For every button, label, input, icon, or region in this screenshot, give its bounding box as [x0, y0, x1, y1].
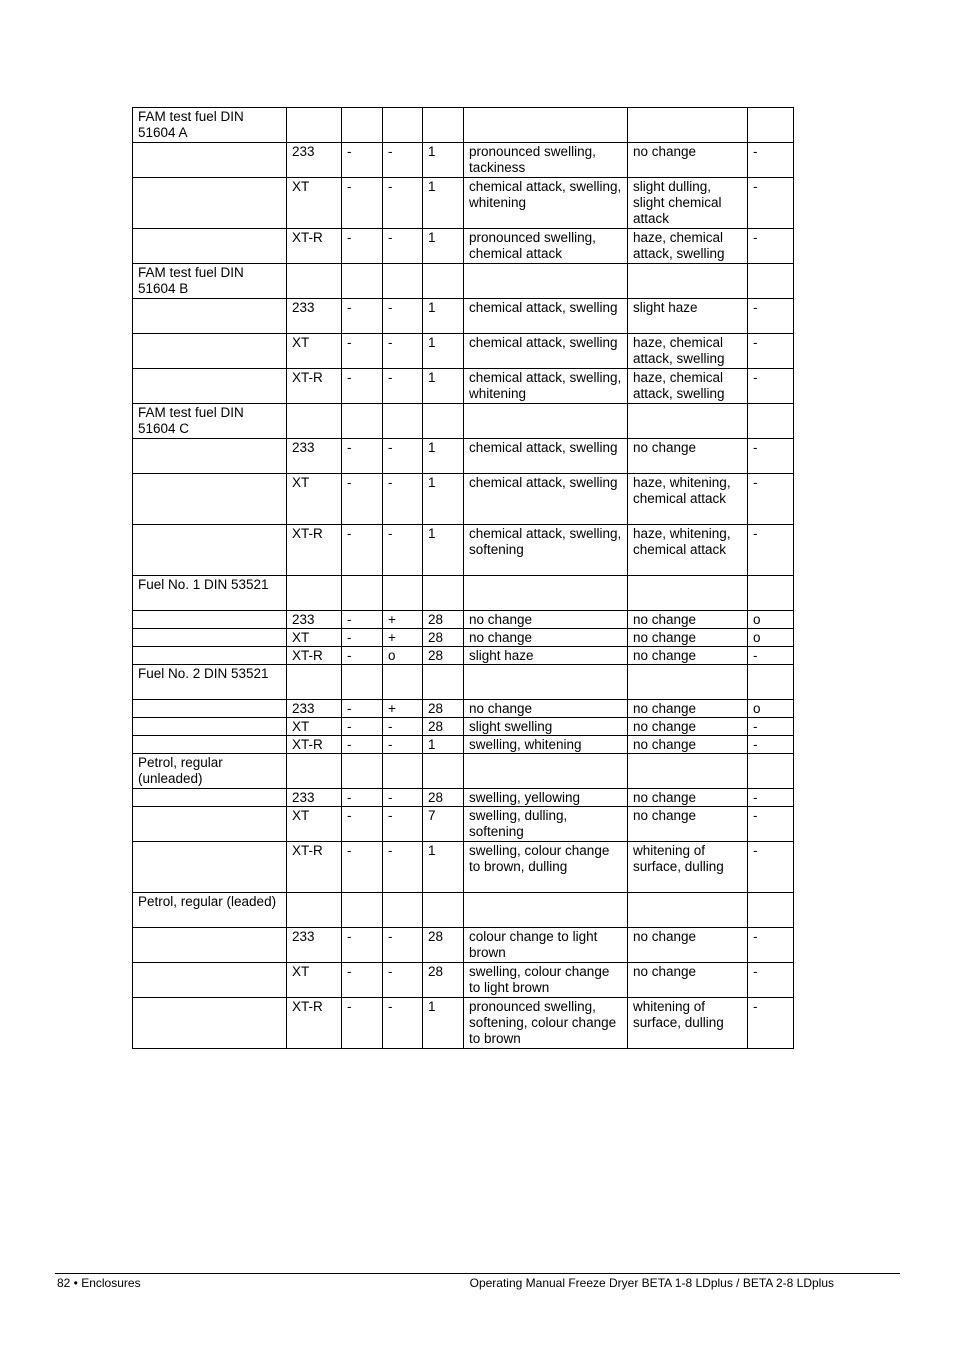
- cell-rating: -: [748, 229, 794, 264]
- cell-col-b: -: [383, 789, 423, 807]
- cell-effect-b: no change: [628, 647, 748, 665]
- cell-rating: -: [748, 299, 794, 334]
- table-row: [133, 611, 794, 629]
- cell-col-a: -: [342, 789, 383, 807]
- cell-effect-a: swelling, colour change to light brown: [464, 963, 628, 998]
- cell-col-b: [383, 108, 423, 143]
- cell-rating: o: [748, 700, 794, 718]
- cell-days: 1: [423, 842, 464, 893]
- cell-material: [287, 404, 342, 439]
- cell-days: 1: [423, 334, 464, 369]
- cell-effect-b: whitening of surface, dulling: [628, 998, 748, 1049]
- cell-col-a: [342, 665, 383, 700]
- cell-rating: -: [748, 178, 794, 229]
- cell-col-a: -: [342, 178, 383, 229]
- cell-col-a: -: [342, 647, 383, 665]
- cell-rating: -: [748, 525, 794, 576]
- cell-medium: [133, 629, 287, 647]
- cell-material: XT: [287, 807, 342, 842]
- cell-medium: [133, 299, 287, 334]
- cell-days: 1: [423, 474, 464, 525]
- cell-effect-b: no change: [628, 928, 748, 963]
- cell-effect-b: no change: [628, 807, 748, 842]
- cell-col-b: +: [383, 700, 423, 718]
- cell-days: 28: [423, 647, 464, 665]
- table-row: [133, 736, 794, 754]
- cell-effect-a: colour change to light brown: [464, 928, 628, 963]
- cell-col-b: [383, 404, 423, 439]
- table-row: [133, 963, 794, 998]
- cell-col-b: -: [383, 299, 423, 334]
- cell-days: 1: [423, 229, 464, 264]
- cell-col-a: -: [342, 369, 383, 404]
- cell-col-b: -: [383, 963, 423, 998]
- cell-col-a: -: [342, 525, 383, 576]
- table-row: [133, 369, 794, 404]
- cell-material: XT: [287, 718, 342, 736]
- cell-col-b: -: [383, 369, 423, 404]
- table-row: [133, 143, 794, 178]
- cell-material: XT-R: [287, 647, 342, 665]
- cell-days: 1: [423, 143, 464, 178]
- cell-col-a: -: [342, 334, 383, 369]
- cell-material: 233: [287, 700, 342, 718]
- cell-medium: [133, 700, 287, 718]
- cell-rating: o: [748, 629, 794, 647]
- cell-medium: [133, 807, 287, 842]
- cell-col-a: -: [342, 807, 383, 842]
- cell-effect-b: slight dulling, slight chemical attack: [628, 178, 748, 229]
- cell-material: [287, 108, 342, 143]
- cell-col-b: -: [383, 525, 423, 576]
- cell-col-a: -: [342, 474, 383, 525]
- cell-effect-a: chemical attack, swelling: [464, 299, 628, 334]
- cell-days: [423, 754, 464, 789]
- table-row: [133, 718, 794, 736]
- cell-effect-a: swelling, whitening: [464, 736, 628, 754]
- cell-effect-b: no change: [628, 718, 748, 736]
- cell-col-b: +: [383, 629, 423, 647]
- cell-rating: -: [748, 963, 794, 998]
- cell-rating: [748, 665, 794, 700]
- cell-effect-b: slight haze: [628, 299, 748, 334]
- cell-medium: [133, 842, 287, 893]
- table-row-medium: [133, 404, 794, 439]
- cell-days: 28: [423, 963, 464, 998]
- cell-days: 1: [423, 998, 464, 1049]
- cell-effect-b: no change: [628, 736, 748, 754]
- cell-effect-a: [464, 576, 628, 611]
- cell-days: 7: [423, 807, 464, 842]
- table-row: [133, 299, 794, 334]
- cell-effect-b: [628, 108, 748, 143]
- cell-effect-b: [628, 754, 748, 789]
- cell-effect-a: no change: [464, 629, 628, 647]
- cell-medium: FAM test fuel DIN 51604 A: [133, 108, 287, 143]
- cell-medium: [133, 963, 287, 998]
- cell-col-a: -: [342, 299, 383, 334]
- cell-medium: [133, 178, 287, 229]
- cell-col-a: [342, 576, 383, 611]
- cell-col-b: [383, 264, 423, 299]
- cell-material: XT: [287, 178, 342, 229]
- cell-rating: -: [748, 736, 794, 754]
- cell-effect-a: slight haze: [464, 647, 628, 665]
- cell-rating: -: [748, 143, 794, 178]
- cell-material: 233: [287, 789, 342, 807]
- cell-effect-a: no change: [464, 700, 628, 718]
- table-row: [133, 525, 794, 576]
- cell-rating: -: [748, 842, 794, 893]
- cell-effect-a: chemical attack, swelling, softening: [464, 525, 628, 576]
- cell-medium: FAM test fuel DIN 51604 C: [133, 404, 287, 439]
- cell-col-b: -: [383, 928, 423, 963]
- cell-col-a: -: [342, 718, 383, 736]
- table-row-medium: [133, 108, 794, 143]
- cell-effect-b: haze, whitening, chemical attack: [628, 525, 748, 576]
- cell-col-a: -: [342, 229, 383, 264]
- cell-days: [423, 665, 464, 700]
- cell-medium: Petrol, regular (unleaded): [133, 754, 287, 789]
- table-row: [133, 629, 794, 647]
- cell-col-a: -: [342, 928, 383, 963]
- table-row-medium: [133, 264, 794, 299]
- cell-rating: -: [748, 928, 794, 963]
- footer-rule: [55, 1273, 900, 1274]
- cell-col-b: [383, 665, 423, 700]
- cell-medium: [133, 439, 287, 474]
- table-row: [133, 474, 794, 525]
- cell-effect-a: chemical attack, swelling: [464, 334, 628, 369]
- cell-effect-b: whitening of surface, dulling: [628, 842, 748, 893]
- cell-material: 233: [287, 299, 342, 334]
- cell-medium: [133, 718, 287, 736]
- cell-col-b: -: [383, 334, 423, 369]
- cell-col-a: -: [342, 700, 383, 718]
- cell-col-b: [383, 576, 423, 611]
- cell-days: 28: [423, 700, 464, 718]
- cell-effect-b: no change: [628, 789, 748, 807]
- table-row: [133, 807, 794, 842]
- cell-col-a: [342, 108, 383, 143]
- cell-days: [423, 264, 464, 299]
- cell-effect-b: haze, whitening, chemical attack: [628, 474, 748, 525]
- footer-page-section: 82 • Enclosures: [57, 1276, 141, 1290]
- table-row: [133, 178, 794, 229]
- cell-material: XT-R: [287, 525, 342, 576]
- cell-material: 233: [287, 611, 342, 629]
- cell-effect-b: no change: [628, 629, 748, 647]
- cell-rating: -: [748, 334, 794, 369]
- table-row: [133, 334, 794, 369]
- cell-days: 1: [423, 525, 464, 576]
- cell-effect-a: chemical attack, swelling, whitening: [464, 369, 628, 404]
- table-row: [133, 439, 794, 474]
- cell-medium: [133, 789, 287, 807]
- cell-effect-b: haze, chemical attack, swelling: [628, 334, 748, 369]
- cell-material: XT: [287, 629, 342, 647]
- cell-rating: [748, 108, 794, 143]
- table-row: [133, 700, 794, 718]
- cell-days: [423, 893, 464, 928]
- cell-rating: -: [748, 369, 794, 404]
- cell-col-a: [342, 264, 383, 299]
- table-row: [133, 647, 794, 665]
- cell-days: 1: [423, 299, 464, 334]
- cell-effect-b: no change: [628, 143, 748, 178]
- cell-rating: -: [748, 807, 794, 842]
- cell-col-a: [342, 893, 383, 928]
- cell-material: XT-R: [287, 842, 342, 893]
- cell-medium: Fuel No. 2 DIN 53521: [133, 665, 287, 700]
- cell-effect-b: [628, 665, 748, 700]
- cell-rating: [748, 893, 794, 928]
- cell-col-a: -: [342, 998, 383, 1049]
- cell-days: 28: [423, 718, 464, 736]
- cell-material: [287, 665, 342, 700]
- cell-effect-a: pronounced swelling, tackiness: [464, 143, 628, 178]
- cell-medium: [133, 369, 287, 404]
- cell-col-a: -: [342, 842, 383, 893]
- cell-effect-b: no change: [628, 963, 748, 998]
- table-row: [133, 229, 794, 264]
- cell-days: 1: [423, 439, 464, 474]
- cell-medium: [133, 229, 287, 264]
- cell-col-b: o: [383, 647, 423, 665]
- cell-material: [287, 576, 342, 611]
- cell-medium: [133, 525, 287, 576]
- table-row: [133, 928, 794, 963]
- cell-rating: -: [748, 474, 794, 525]
- cell-medium: [133, 334, 287, 369]
- cell-col-b: -: [383, 439, 423, 474]
- cell-col-b: -: [383, 842, 423, 893]
- cell-material: XT: [287, 334, 342, 369]
- cell-rating: -: [748, 718, 794, 736]
- cell-col-a: [342, 404, 383, 439]
- cell-material: XT-R: [287, 229, 342, 264]
- cell-effect-b: no change: [628, 700, 748, 718]
- cell-medium: [133, 474, 287, 525]
- cell-rating: -: [748, 998, 794, 1049]
- cell-col-a: [342, 754, 383, 789]
- cell-rating: o: [748, 611, 794, 629]
- cell-medium: FAM test fuel DIN 51604 B: [133, 264, 287, 299]
- cell-material: [287, 893, 342, 928]
- table-row: [133, 842, 794, 893]
- cell-col-b: -: [383, 998, 423, 1049]
- cell-material: [287, 754, 342, 789]
- cell-effect-a: no change: [464, 611, 628, 629]
- cell-effect-a: [464, 108, 628, 143]
- cell-effect-a: [464, 404, 628, 439]
- cell-col-b: -: [383, 736, 423, 754]
- cell-effect-a: pronounced swelling, chemical attack: [464, 229, 628, 264]
- table-row-medium: [133, 576, 794, 611]
- cell-days: [423, 108, 464, 143]
- cell-effect-b: haze, chemical attack, swelling: [628, 229, 748, 264]
- cell-col-b: +: [383, 611, 423, 629]
- table-row-medium: [133, 754, 794, 789]
- cell-effect-a: swelling, dulling, softening: [464, 807, 628, 842]
- cell-medium: Petrol, regular (leaded): [133, 893, 287, 928]
- footer-manual-title: Operating Manual Freeze Dryer BETA 1-8 LDplus / BETA 2-8 LDplus: [469, 1276, 834, 1290]
- cell-days: 1: [423, 178, 464, 229]
- cell-medium: [133, 611, 287, 629]
- cell-effect-a: swelling, yellowing: [464, 789, 628, 807]
- cell-days: [423, 404, 464, 439]
- cell-days: 28: [423, 629, 464, 647]
- cell-medium: Fuel No. 1 DIN 53521: [133, 576, 287, 611]
- cell-days: [423, 576, 464, 611]
- cell-material: XT: [287, 474, 342, 525]
- cell-rating: [748, 264, 794, 299]
- cell-medium: [133, 736, 287, 754]
- cell-material: XT-R: [287, 998, 342, 1049]
- cell-col-b: [383, 754, 423, 789]
- cell-material: XT: [287, 963, 342, 998]
- table-row-medium: [133, 665, 794, 700]
- cell-effect-a: chemical attack, swelling: [464, 474, 628, 525]
- cell-rating: -: [748, 647, 794, 665]
- cell-col-a: -: [342, 963, 383, 998]
- cell-effect-a: [464, 264, 628, 299]
- cell-effect-b: [628, 264, 748, 299]
- cell-col-a: -: [342, 611, 383, 629]
- cell-col-b: -: [383, 474, 423, 525]
- cell-medium: [133, 928, 287, 963]
- cell-col-b: -: [383, 143, 423, 178]
- cell-effect-b: no change: [628, 611, 748, 629]
- cell-effect-a: chemical attack, swelling: [464, 439, 628, 474]
- cell-medium: [133, 143, 287, 178]
- cell-material: 233: [287, 439, 342, 474]
- cell-col-a: -: [342, 439, 383, 474]
- cell-effect-b: [628, 576, 748, 611]
- cell-effect-b: no change: [628, 439, 748, 474]
- cell-days: 28: [423, 928, 464, 963]
- table-row-medium: [133, 893, 794, 928]
- cell-col-a: -: [342, 629, 383, 647]
- cell-col-a: -: [342, 736, 383, 754]
- cell-col-b: -: [383, 229, 423, 264]
- cell-material: 233: [287, 143, 342, 178]
- cell-effect-a: [464, 754, 628, 789]
- cell-medium: [133, 647, 287, 665]
- cell-effect-a: [464, 665, 628, 700]
- cell-col-b: -: [383, 807, 423, 842]
- cell-effect-a: [464, 893, 628, 928]
- table-row: [133, 789, 794, 807]
- cell-days: 28: [423, 611, 464, 629]
- cell-medium: [133, 998, 287, 1049]
- cell-rating: [748, 404, 794, 439]
- cell-rating: [748, 754, 794, 789]
- cell-effect-a: chemical attack, swelling, whitening: [464, 178, 628, 229]
- cell-col-b: -: [383, 178, 423, 229]
- cell-col-a: -: [342, 143, 383, 178]
- cell-effect-b: [628, 404, 748, 439]
- cell-effect-a: swelling, colour change to brown, dulling: [464, 842, 628, 893]
- cell-effect-a: slight swelling: [464, 718, 628, 736]
- cell-rating: -: [748, 439, 794, 474]
- cell-days: 28: [423, 789, 464, 807]
- cell-rating: [748, 576, 794, 611]
- cell-days: 1: [423, 369, 464, 404]
- cell-days: 1: [423, 736, 464, 754]
- cell-material: XT-R: [287, 736, 342, 754]
- cell-effect-b: [628, 893, 748, 928]
- cell-col-b: -: [383, 718, 423, 736]
- cell-effect-b: haze, chemical attack, swelling: [628, 369, 748, 404]
- cell-material: 233: [287, 928, 342, 963]
- cell-effect-a: pronounced swelling, softening, colour change to brown: [464, 998, 628, 1049]
- table-row: [133, 998, 794, 1049]
- cell-col-b: [383, 893, 423, 928]
- cell-rating: -: [748, 789, 794, 807]
- cell-material: [287, 264, 342, 299]
- cell-material: XT-R: [287, 369, 342, 404]
- resistance-table: [132, 107, 794, 1049]
